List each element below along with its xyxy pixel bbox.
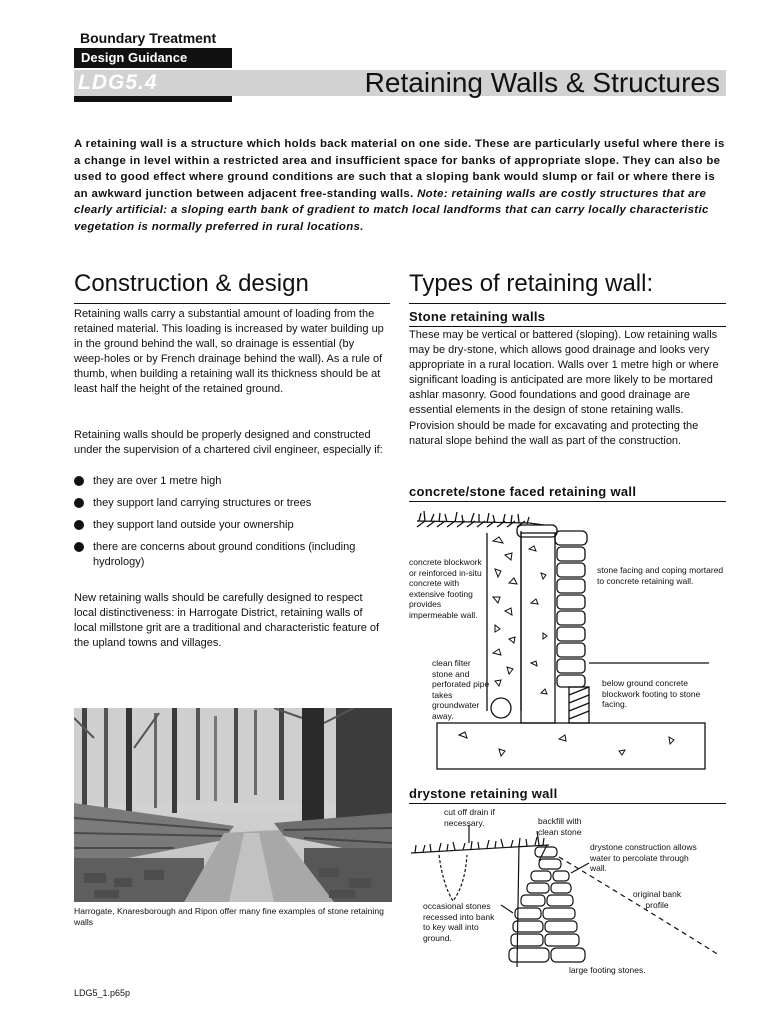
header-guidance-label: Design Guidance — [74, 48, 232, 68]
footer-file-name: LDG5_1.p65p — [74, 988, 131, 998]
drystone-wall-heading: drystone retaining wall — [409, 786, 558, 801]
concrete-label-filter: clean filter stone and perforated pipe takes groundwater away. — [432, 658, 490, 721]
header-rule — [74, 96, 232, 102]
stone-walls-text: These may be vertical or battered (sloping). Low retaining walls may be dry-stone, which allows good drainage and looks very appropriate in a rural location. Walls over 1 metre high or where significant loading is anticipated are more likely to be mortared ashlar masonry. Good foundations and good drainage are essential elements in the design of stone retaining walls. Provision should be made for excavating and protecting the natural slope behind the wall as part of the construction. — [409, 329, 719, 447]
construction-para-2: Retaining walls should be properly designed and constructed under the supervision of a chartered civil engineer, especially if: — [74, 429, 383, 457]
concrete-label-footing: below ground concrete blockwork footing to stone facing. — [602, 678, 701, 709]
construction-para-1: Retaining walls carry a substantial amount of loading from the retained material. This loading is increased by water building up in the ground behind the wall, so drainage is essential (by weep-holes or by French drainage behind the wall). As a rule of thumb, when building a retaining wall its thickness should be at least half the height of the retained ground. — [74, 308, 384, 396]
list-item: there are concerns about ground conditions (including hydrology) — [74, 540, 386, 570]
concrete-label-facing: stone facing and coping mortared to concrete retaining wall. — [597, 565, 724, 586]
list-item: they are over 1 metre high — [74, 474, 386, 489]
intro-paragraph — [74, 136, 730, 236]
construction-heading-rule — [74, 303, 390, 304]
page-title: Retaining Walls & Structures — [364, 67, 720, 98]
concrete-wall-diagram — [409, 503, 729, 775]
construction-para-3: New retaining walls should be carefully designed to respect local distinctiveness: in Harrogate District, retaining walls of local millstone grit are a traditional and characteristic feature of the upland towns and villages. — [74, 592, 380, 650]
drystone-label-backfill: backfill with clean stone — [538, 816, 582, 837]
concrete-wall-heading: concrete/stone faced retaining wall — [409, 484, 637, 499]
types-heading: Types of retaining wall: — [409, 270, 654, 297]
types-heading-rule — [409, 303, 726, 304]
stone-walls-heading: Stone retaining walls — [409, 309, 546, 324]
construction-bullet-list — [74, 474, 386, 577]
drystone-label-footing: large footing stones. — [569, 965, 646, 975]
list-item: they support land outside your ownership — [74, 518, 386, 533]
drystone-label-bank: original bank profile — [632, 889, 682, 910]
drystone-label-recessed: occasional stones recessed into bank to key wall into ground. — [423, 901, 495, 943]
stone-wall-lane-photo — [74, 708, 392, 902]
header-kicker: Boundary Treatment — [80, 30, 217, 46]
drystone-label-drain: cut off drain if necessary. — [444, 807, 495, 828]
drystone-wall-rule — [409, 803, 726, 804]
intro-note: Note: retaining walls are costly structures that are clearly artificial: a sloping earth bank of gradient to match local landforms that can carry locally characteristic vegetation is normally preferred in rural locations. — [74, 187, 709, 233]
intro-text: A retaining wall is a structure which holds back material on one side. These are particularly useful where there is a change in level within a restricted area and insufficient space for banks of appropriate slope. They can also be used to good effect where ground conditions are such that a sloping bank would slump or fail or where there is an awkward junction between adjacent free-standing walls. — [74, 138, 725, 200]
drystone-label-construction: drystone construction allows water to percolate through wall. — [590, 842, 697, 873]
concrete-wall-rule — [409, 501, 726, 502]
header-document-code: LDG5.4 — [78, 71, 158, 94]
construction-heading: Construction & design — [74, 270, 309, 297]
stone-walls-rule — [409, 326, 726, 327]
list-item: they support land carrying structures or trees — [74, 496, 386, 511]
photo-caption: Harrogate, Knaresborough and Ripon offer many fine examples of stone retaining walls — [74, 906, 384, 927]
concrete-label-blockwork: concrete blockwork or reinforced in-situ concrete with extensive footing provides impermeable wall. — [409, 557, 482, 620]
